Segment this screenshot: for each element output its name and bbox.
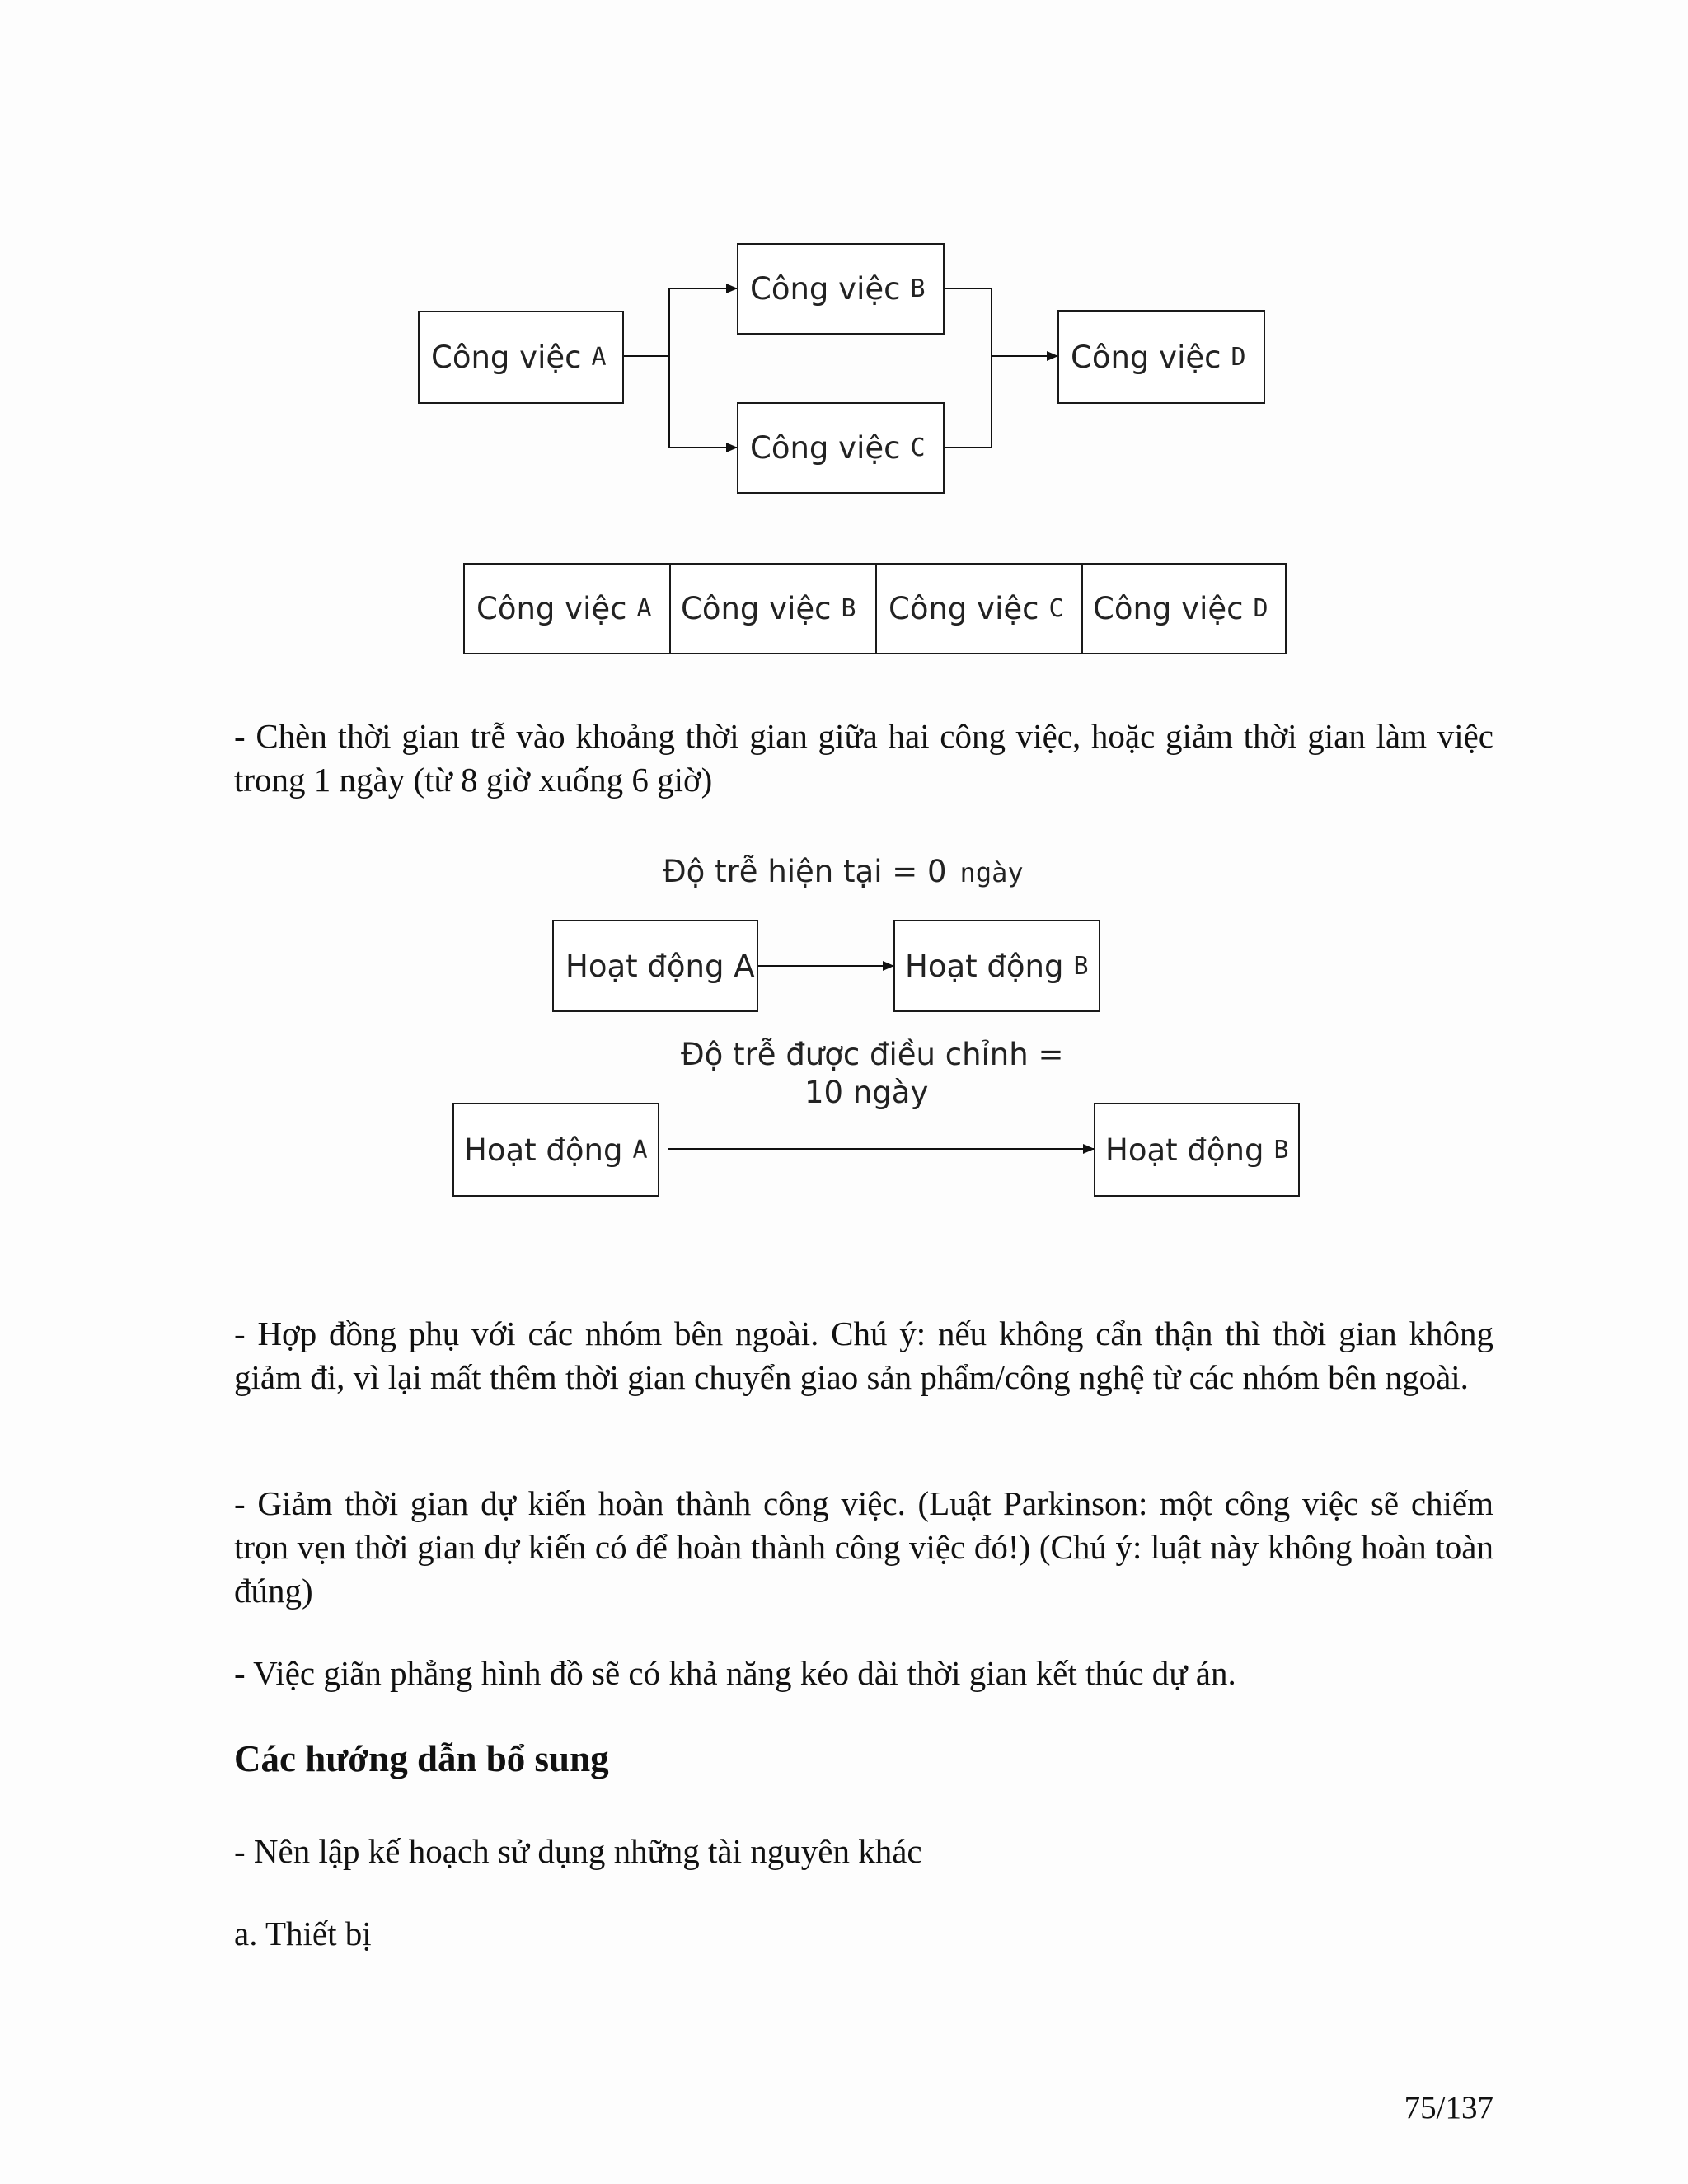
task-a-label: Công việc bbox=[431, 340, 582, 375]
paragraph-subcontract: - Hợp đồng phụ với các nhóm bên ngoài. Chú ý: nếu không cẩn thận thì thời gian không giảm đi, vì lại mất thêm thời gian chuyển giao sản phẩm/công nghệ từ các nhóm bên ngoài. bbox=[234, 1315, 1493, 1396]
sequence-cell-label: Công việc bbox=[681, 591, 832, 626]
sequence-cell-code: D bbox=[1253, 594, 1268, 623]
current-delay-label: Độ trễ hiện tại = 0 bbox=[663, 854, 947, 889]
task-b-label: Công việc bbox=[750, 271, 901, 307]
paragraph-flattening: - Việc giãn phẳng hình đồ sẽ có khả năng kéo dài thời gian kết thúc dự án. bbox=[234, 1654, 1236, 1692]
sequence-cell-code: C bbox=[1048, 594, 1064, 623]
task-d-box bbox=[1057, 310, 1265, 404]
section-heading: Các hướng dẫn bổ sung bbox=[234, 1738, 609, 1779]
page-number: 75/137 bbox=[1404, 2090, 1493, 2125]
sequence-cell-label: Công việc bbox=[476, 591, 627, 626]
activity-b-top-box bbox=[893, 920, 1100, 1012]
sequence-cell-b bbox=[669, 563, 877, 654]
sequence-cell-c bbox=[875, 563, 1083, 654]
paragraph-equipment: a. Thiết bị bbox=[234, 1915, 372, 1952]
sequence-cell-label: Công việc bbox=[889, 591, 1039, 626]
sequence-cell-label: Công việc bbox=[1093, 591, 1244, 626]
current-delay-unit: ngày bbox=[959, 857, 1024, 888]
sequence-cell-d bbox=[1081, 563, 1287, 654]
sequence-cell-code: A bbox=[636, 594, 652, 623]
task-c-code: C bbox=[910, 434, 926, 462]
activity-b-bottom-box bbox=[1094, 1103, 1300, 1197]
task-b-code: B bbox=[910, 274, 926, 303]
task-c-label: Công việc bbox=[750, 430, 901, 466]
adjusted-delay-line2: 10 ngày bbox=[804, 1075, 929, 1110]
activity-a-top-label: Hoạt động A bbox=[565, 948, 755, 984]
task-c-box bbox=[737, 402, 945, 494]
activity-a-bottom-box bbox=[452, 1103, 659, 1197]
paragraph-other-resources: - Nên lập kế hoạch sử dụng những tài nguyên khác bbox=[234, 1832, 922, 1870]
task-a-code: A bbox=[591, 343, 607, 372]
activity-b-bottom-code: B bbox=[1273, 1135, 1289, 1165]
activity-a-bottom-code: A bbox=[632, 1135, 648, 1165]
paragraph-insert-delay: - Chèn thời gian trễ vào khoảng thời gian giữa hai công việc, hoặc giảm thời gian làm việc trong 1 ngày (từ 8 giờ xuống 6 giờ) bbox=[234, 717, 1493, 799]
paragraph-reduce-estimate: - Giảm thời gian dự kiến hoàn thành công việc. (Luật Parkinson: một công việc sẽ chiếm trọn vẹn thời gian dự kiến có để hoàn thành công việc đó!) (Chú ý: luật này không hoàn toàn đúng) bbox=[234, 1484, 1493, 1610]
sequence-cell-a bbox=[463, 563, 671, 654]
task-b-box bbox=[737, 243, 945, 335]
activity-a-bottom-label: Hoạt động bbox=[464, 1132, 623, 1168]
activity-b-top-code: B bbox=[1073, 951, 1089, 981]
task-d-code: D bbox=[1231, 342, 1246, 372]
adjusted-delay-line1: Độ trễ được điều chỉnh = bbox=[681, 1037, 1064, 1072]
sequence-cell-code: B bbox=[841, 594, 856, 623]
activity-a-top-box bbox=[552, 920, 758, 1012]
activity-b-top-label: Hoạt động bbox=[905, 948, 1064, 984]
task-a-box bbox=[418, 311, 624, 404]
task-d-label: Công việc bbox=[1071, 339, 1221, 375]
activity-b-bottom-label: Hoạt động bbox=[1105, 1132, 1264, 1168]
current-delay-caption bbox=[663, 854, 1024, 889]
